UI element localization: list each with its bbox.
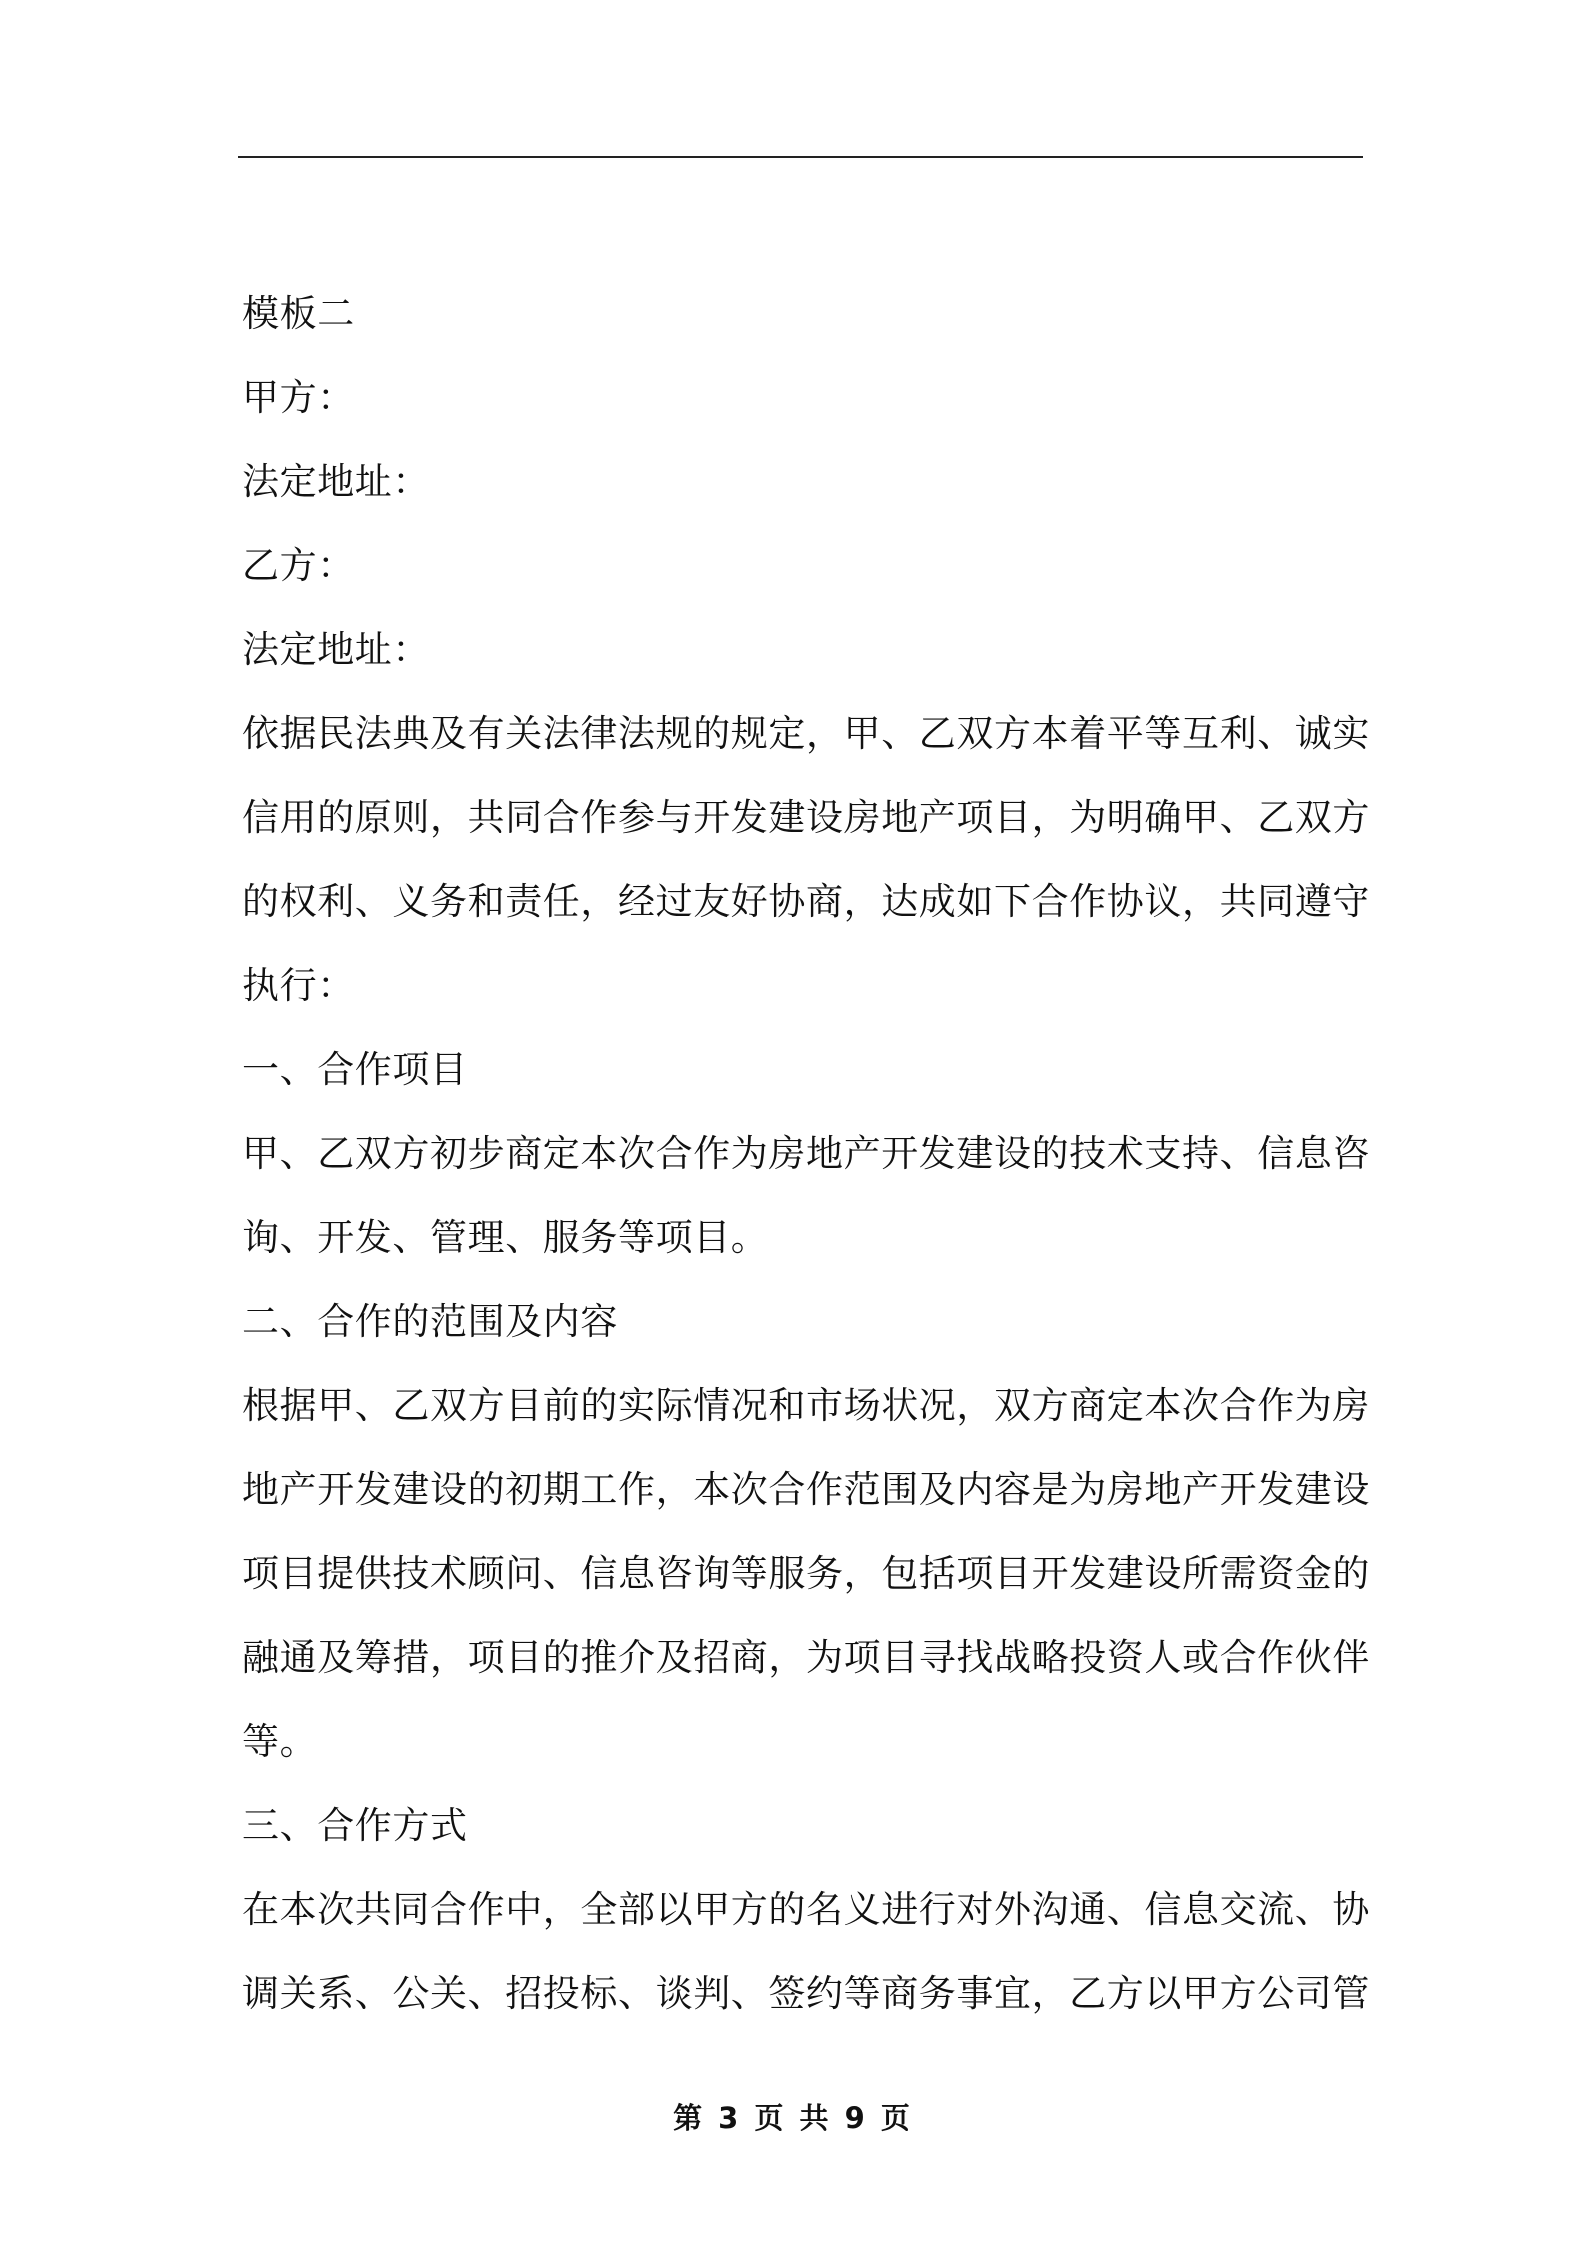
preamble-line: 依据民法典及有关法律法规的规定，甲、乙双方本着平等互利、诚实 [242,712,1370,755]
section-1-line: 甲、乙双方初步商定本次合作为房地产开发建设的技术支持、信息咨 [242,1132,1370,1175]
section-2-line: 项目提供技术顾问、信息咨询等服务，包括项目开发建设所需资金的 [242,1552,1370,1595]
section-heading-2: 二、合作的范围及内容 [242,1300,618,1343]
section-heading-1: 一、合作项目 [242,1048,468,1091]
preamble-line: 的权利、义务和责任，经过友好协商，达成如下合作协议，共同遵守 [242,880,1370,923]
section-heading-3: 三、合作方式 [242,1804,468,1847]
document-body [242,272,1370,2036]
party-a-label: 甲方： [242,376,355,419]
section-2-line: 融通及筹措，项目的推介及招商，为项目寻找战略投资人或合作伙伴 [242,1636,1370,1679]
party-b-address-label: 法定地址： [242,628,430,671]
party-b-label: 乙方： [242,544,355,587]
header-rule [238,156,1363,158]
section-2-line: 等。 [242,1720,318,1763]
section-1-line: 询、开发、管理、服务等项目。 [242,1216,769,1259]
party-a-address-label: 法定地址： [242,460,430,503]
template-title: 模板二 [242,292,355,335]
section-3-line: 在本次共同合作中，全部以甲方的名义进行对外沟通、信息交流、协 [242,1888,1370,1931]
section-2-line: 根据甲、乙双方目前的实际情况和市场状况，双方商定本次合作为房 [242,1384,1370,1427]
section-2-line: 地产开发建设的初期工作，本次合作范围及内容是为房地产开发建设 [242,1468,1370,1511]
page-number-footer: 第 3 页 共 9 页 [673,2101,913,2135]
preamble-line: 信用的原则，共同合作参与开发建设房地产项目，为明确甲、乙双方 [242,796,1370,839]
preamble-line: 执行： [242,964,355,1007]
section-3-line: 调关系、公关、招投标、谈判、签约等商务事宜，乙方以甲方公司管 [242,1972,1370,2015]
